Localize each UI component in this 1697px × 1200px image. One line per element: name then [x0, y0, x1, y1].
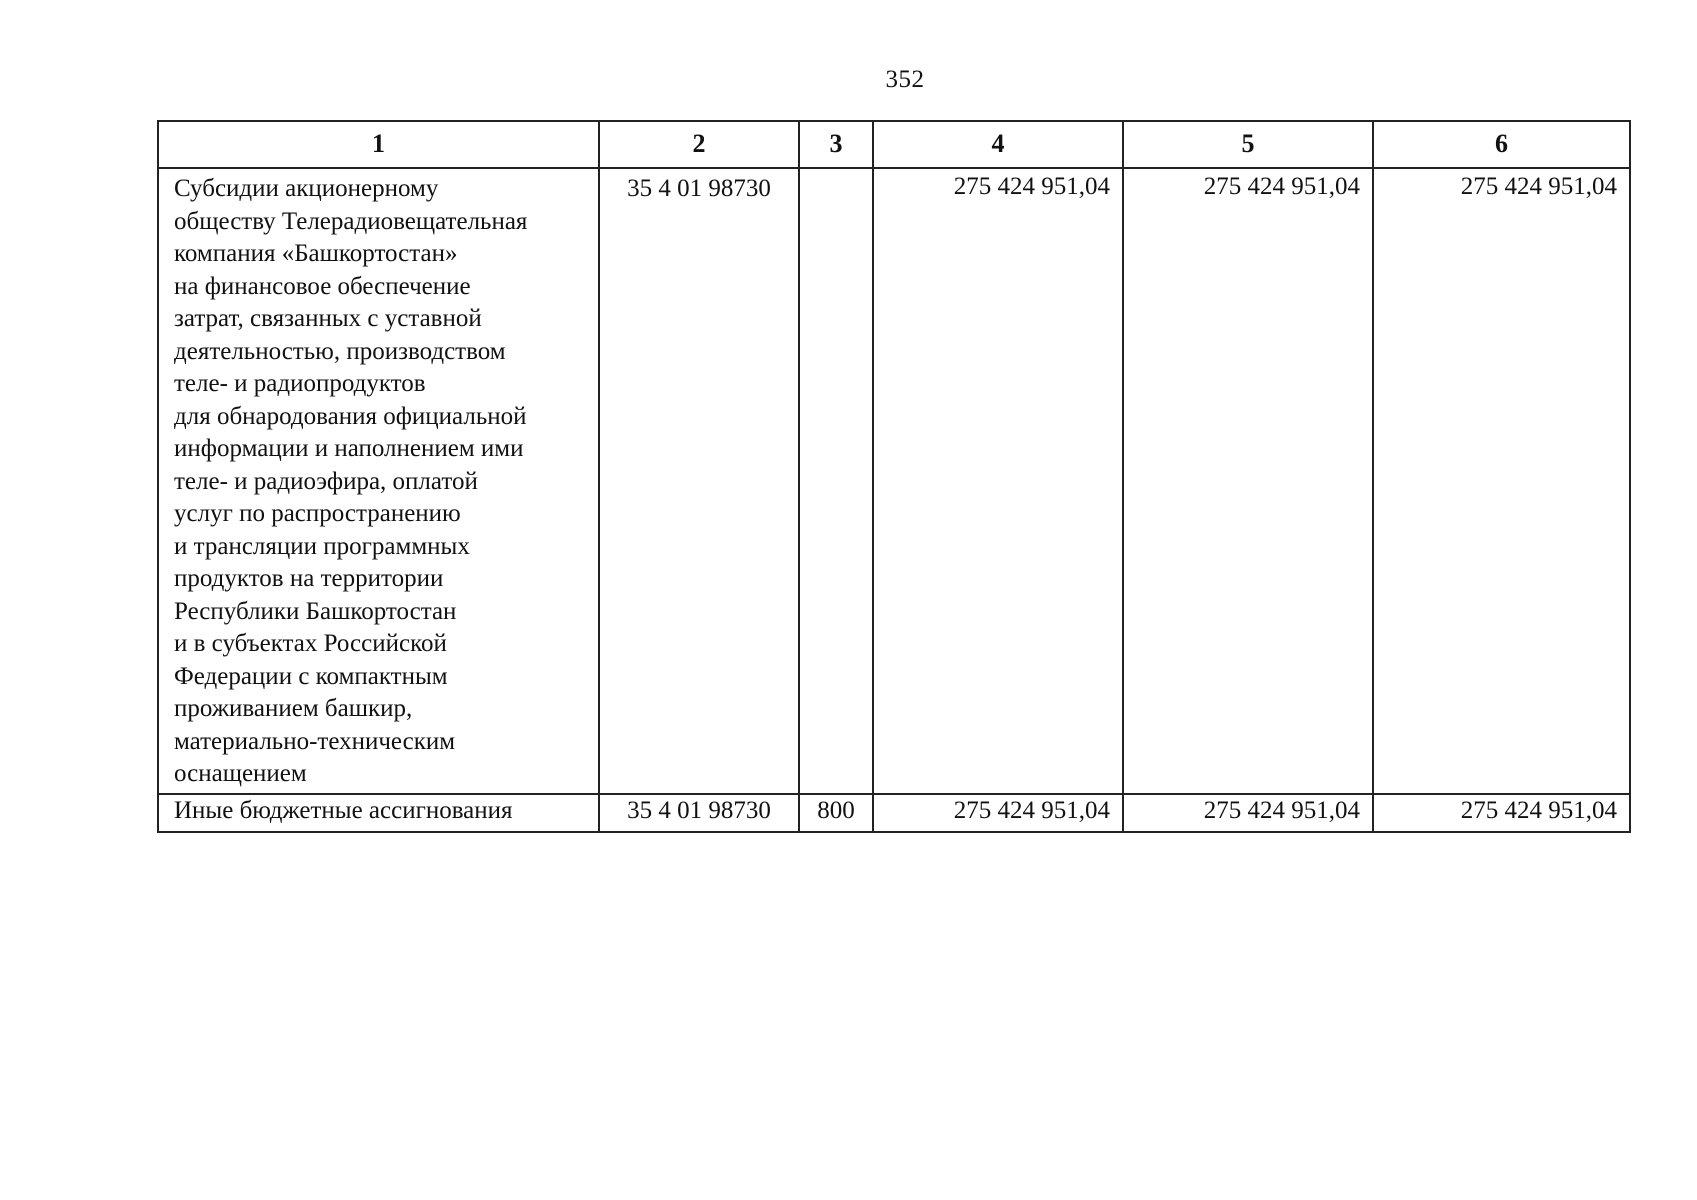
row-description: Субсидии акционерному обществу Телерадиовещательная компания «Башкортостан» на финансовое обеспечение затрат, связанных с уставной деятельностью, производством теле- и радиопродуктов для обнародования официальной информации и наполнением ими теле- и радиоэфира, оплатой услуг по распространению и трансляции программных продуктов на территории Республики Башкортостан и в субъектах Российской Федерации с компактным проживанием башкир, материально-техническим оснащением	[158, 168, 599, 794]
row-value-4: 275 424 951,04	[873, 794, 1123, 832]
row-value-6: 275 424 951,04	[1373, 794, 1630, 832]
row-code: 35 4 01 98730	[599, 168, 799, 794]
row-description: Иные бюджетные ассигнования	[158, 794, 599, 832]
row-type: 800	[799, 794, 873, 832]
row-code: 35 4 01 98730	[599, 794, 799, 832]
page-number: 352	[885, 66, 925, 93]
row-value-5: 275 424 951,04	[1123, 794, 1373, 832]
row-type	[799, 168, 873, 794]
budget-table	[157, 120, 1631, 833]
column-header: 2	[599, 121, 799, 168]
table-header-row	[158, 121, 1630, 168]
column-header: 5	[1123, 121, 1373, 168]
row-value-6: 275 424 951,04	[1373, 168, 1630, 794]
row-value-4: 275 424 951,04	[873, 168, 1123, 794]
column-header: 3	[799, 121, 873, 168]
row-value-5: 275 424 951,04	[1123, 168, 1373, 794]
table-row	[158, 794, 1630, 832]
column-header: 1	[158, 121, 599, 168]
column-header: 4	[873, 121, 1123, 168]
column-header: 6	[1373, 121, 1630, 168]
table-row	[158, 168, 1630, 794]
